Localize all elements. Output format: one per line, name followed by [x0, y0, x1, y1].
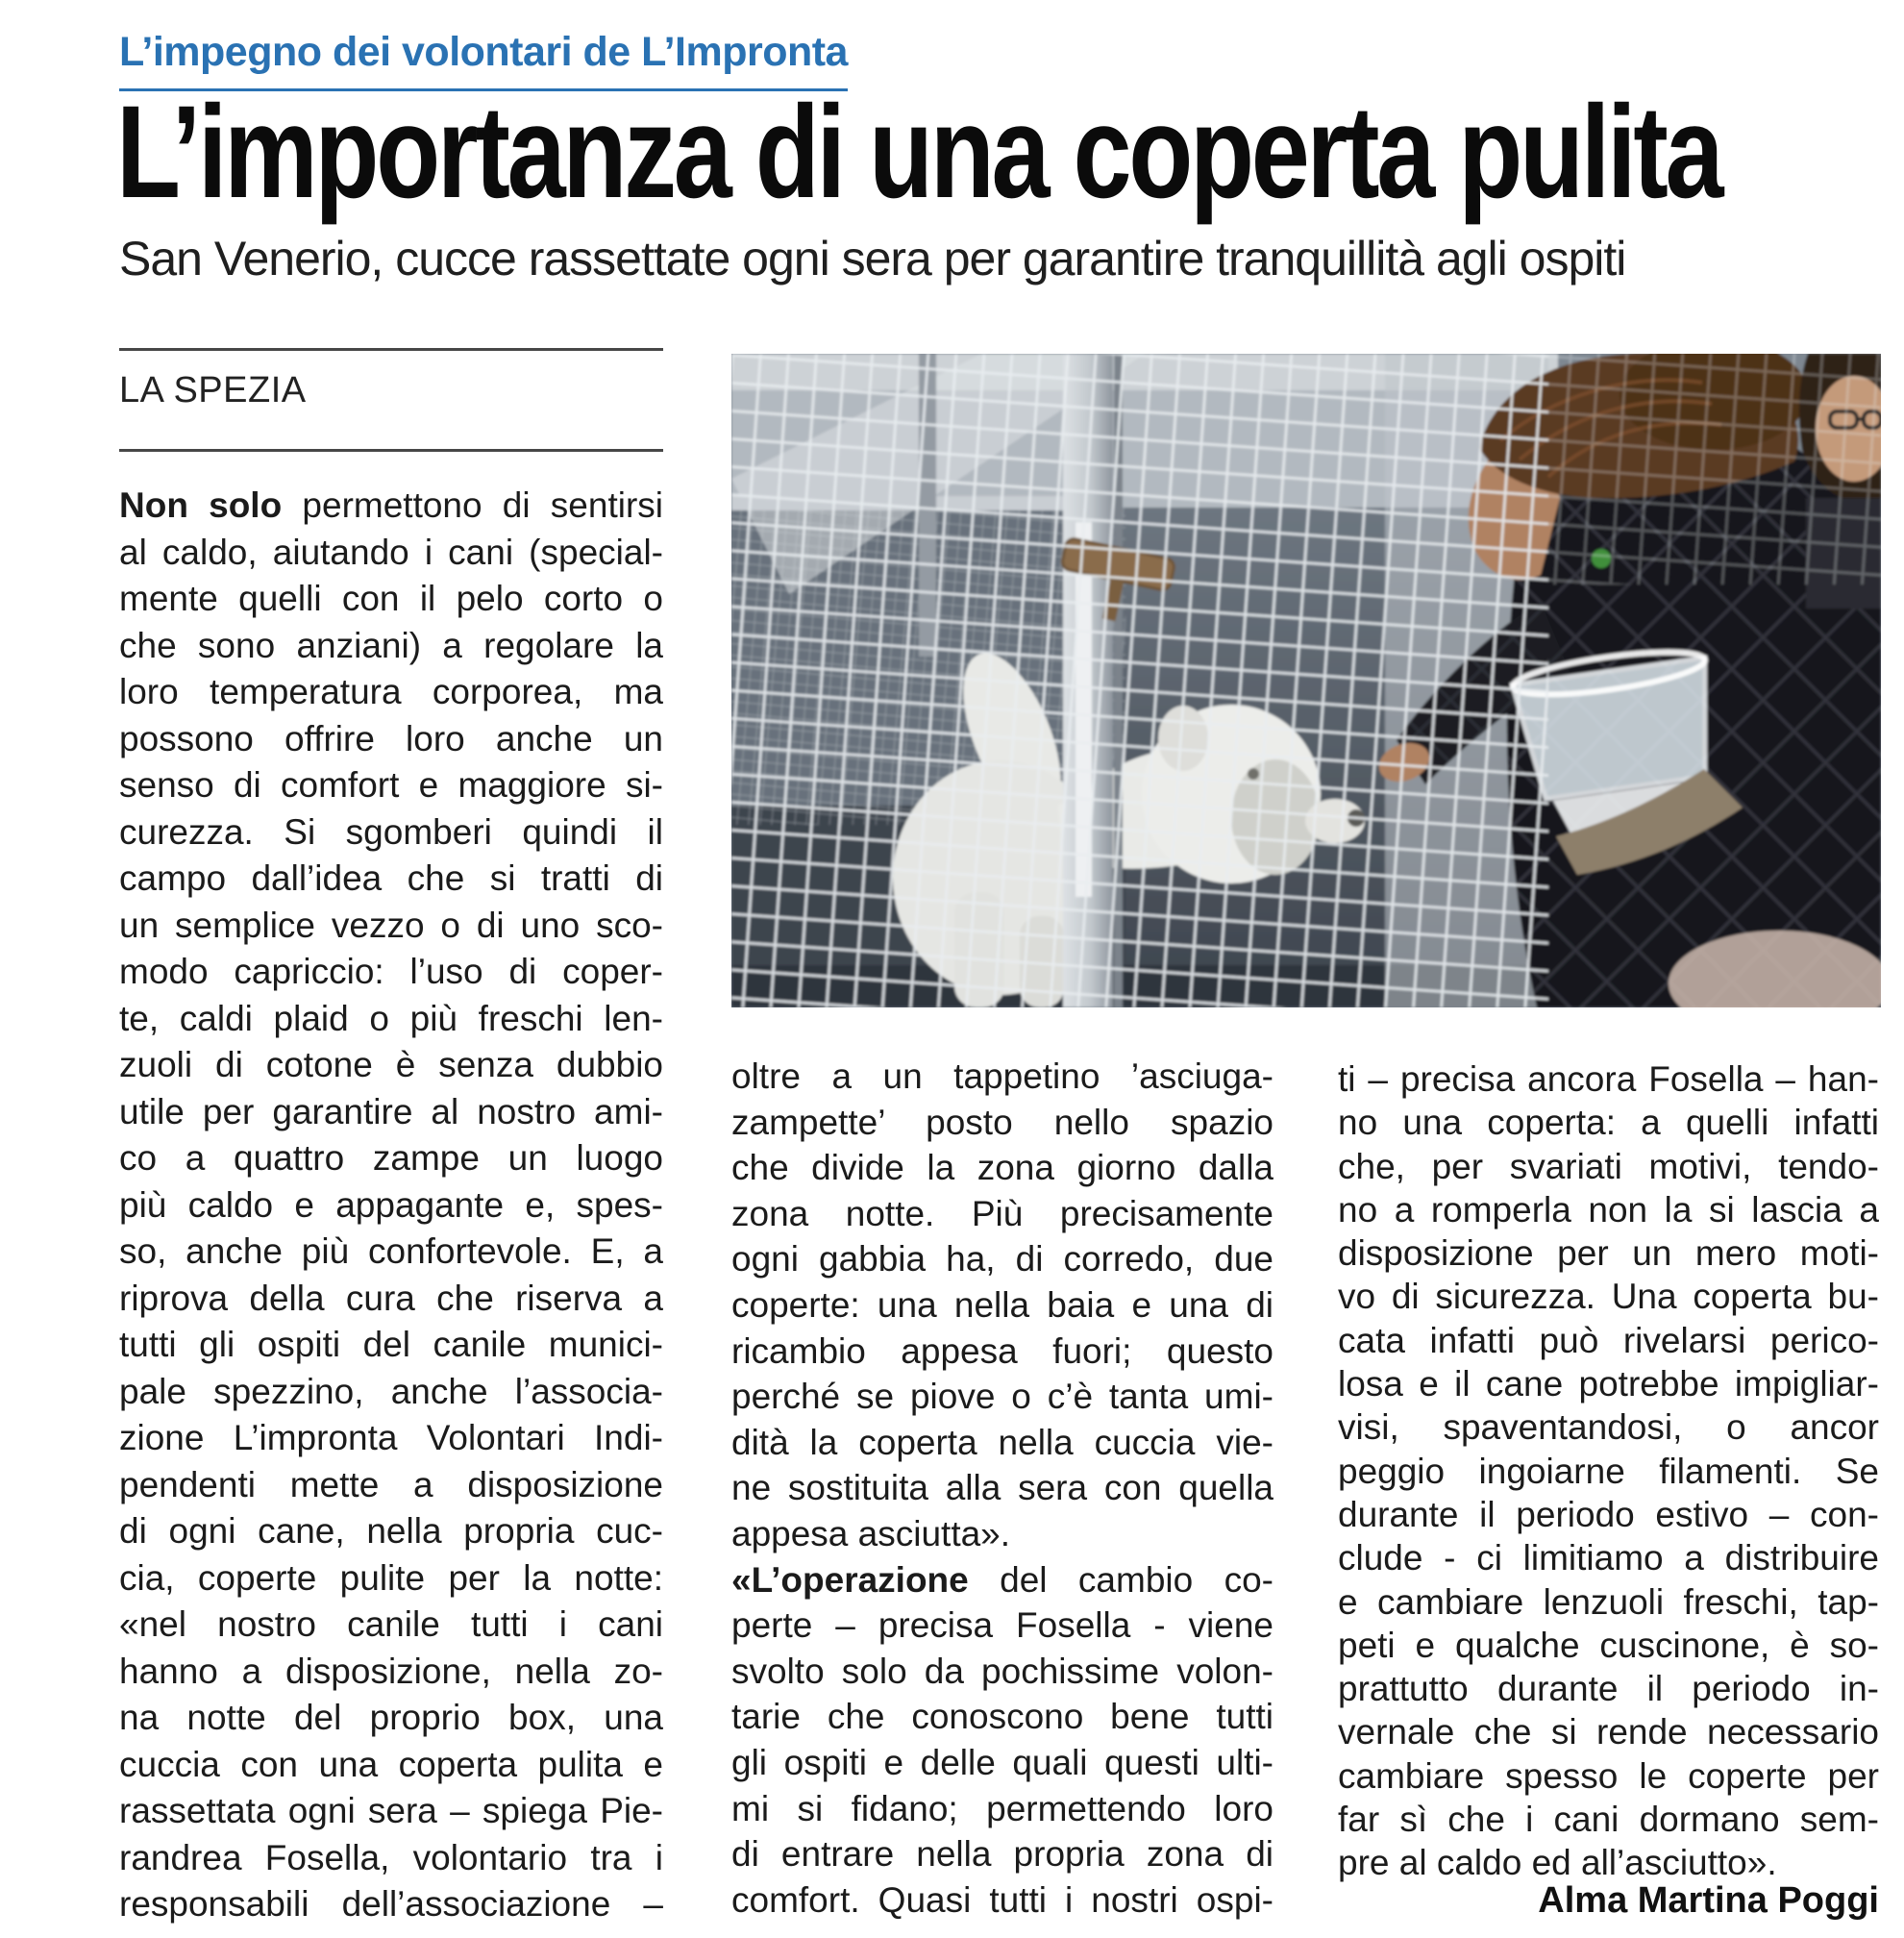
body-line: perché se piove o c’è tanta umi- — [731, 1377, 1273, 1417]
body-line: oltre a un tappetino ’asciuga- — [731, 1056, 1273, 1096]
body-line: na notte del proprio box, una — [119, 1698, 663, 1737]
body-line: ogni gabbia ha, di corredo, due — [731, 1239, 1273, 1280]
body-line: che, per svariati motivi, tendo- — [1338, 1146, 1879, 1186]
byline: Alma Martina Poggi — [1538, 1880, 1879, 1921]
body-line: cuccia con una coperta pulita e — [119, 1744, 663, 1784]
body-line: di ogni cane, nella propria cuc- — [119, 1511, 663, 1551]
kicker-link[interactable]: L’impegno dei volontari de L’Impronta — [119, 29, 848, 91]
body-line: modo capriccio: l’uso di coper- — [119, 952, 663, 991]
body-line: campo dall’idea che si tratti di — [119, 858, 663, 898]
body-line: durante il periodo estivo – con- — [1338, 1494, 1879, 1534]
body-line: un semplice vezzo o di uno sco- — [119, 905, 663, 945]
body-line: che divide la zona giorno dalla — [731, 1148, 1273, 1188]
body-line: randrea Fosella, volontario tra i — [119, 1837, 663, 1877]
body-line: co a quattro zampe un luogo — [119, 1138, 663, 1178]
body-line: più caldo e appagante e, spes- — [119, 1184, 663, 1225]
body-line: «L’operazione del cambio co- — [731, 1559, 1273, 1600]
body-line: responsabili dell’associazione – — [119, 1884, 663, 1924]
body-line: utile per garantire al nostro ami- — [119, 1091, 663, 1131]
body-line: loro temperatura corporea, ma — [119, 672, 663, 711]
body-line: vo di sicurezza. Una coperta bu- — [1338, 1277, 1879, 1317]
body-line: «nel nostro canile tutti i cani — [119, 1604, 663, 1644]
headline: L’importanza di una coperta pulita — [116, 79, 1721, 226]
body-line: al caldo, aiutando i cani (special- — [119, 532, 663, 572]
body-line: zione L’impronta Volontari Indi- — [119, 1418, 663, 1457]
body-line: no una coperta: a quelli infatti — [1338, 1103, 1879, 1143]
body-line: vernale che si rende necessario — [1338, 1712, 1879, 1752]
body-line: zona notte. Più precisamente — [731, 1193, 1273, 1233]
body-line: zampette’ posto nello spazio — [731, 1102, 1273, 1142]
body-line: peggio ingoiarne filamenti. Se — [1338, 1451, 1879, 1491]
body-line: zuoli di cotone è senza dubbio — [119, 1045, 663, 1084]
body-line: curezza. Si sgomberi quindi il — [119, 811, 663, 852]
body-line: mi si fidano; permettendo loro — [731, 1788, 1273, 1828]
body-line: senso di comfort e maggiore si- — [119, 765, 663, 805]
body-line: mente quelli con il pelo corto o — [119, 579, 663, 618]
body-line: prattutto durante il periodo in- — [1338, 1669, 1879, 1709]
body-line: riprova della cura che riserva a — [119, 1278, 663, 1318]
body-line: ne sostituita alla sera con quella — [731, 1468, 1273, 1508]
body-line: te, caldi plaid o più freschi len- — [119, 998, 663, 1038]
body-line: ti – precisa ancora Fosella – han- — [1338, 1059, 1879, 1099]
body-line: coperte: una nella baia e una di — [731, 1284, 1273, 1325]
body-line: disposizione per un mero moti- — [1338, 1233, 1879, 1274]
body-line: clude - ci limitiamo a distribuire — [1338, 1538, 1879, 1578]
body-line: pendenti mette a disposizione — [119, 1464, 663, 1504]
body-column-middle — [731, 1054, 1273, 1923]
body-line: cia, coperte pulite per la notte: — [119, 1557, 663, 1598]
article-photo — [731, 354, 1881, 1007]
body-line: pre al caldo ed all’asciutto». — [1338, 1843, 1777, 1883]
body-line: svolto solo da pochissime volon- — [731, 1651, 1273, 1691]
body-line: dità la coperta nella cuccia vie- — [731, 1422, 1273, 1462]
body-line: di entrare nella propria zona di — [731, 1834, 1273, 1875]
body-line: che sono anziani) a regolare la — [119, 625, 663, 665]
body-line: losa e il cane potrebbe impigliar- — [1338, 1364, 1879, 1404]
body-line: no a romperla non la si lascia a — [1338, 1189, 1879, 1230]
body-line: visi, spaventandosi, o ancor — [1338, 1407, 1879, 1448]
body-line: gli ospiti e delle quali questi ulti- — [731, 1742, 1273, 1782]
body-line: possono offrire loro anche un — [119, 718, 663, 758]
body-line: tutti gli ospiti del canile munici- — [119, 1325, 663, 1364]
body-line: appesa asciutta». — [731, 1513, 1011, 1553]
section-rule-top — [119, 348, 663, 351]
body-line: so, anche più confortevole. E, a — [119, 1231, 663, 1271]
body-line: tarie che conoscono bene tutti — [731, 1697, 1273, 1737]
body-column-right — [1338, 1057, 1879, 1885]
body-line: perte – precisa Fosella - viene — [731, 1605, 1273, 1646]
body-line: Non solo permettono di sentirsi — [119, 485, 663, 525]
body-line: e cambiare lenzuoli freschi, tap- — [1338, 1581, 1879, 1622]
kennel-photo-illustration — [731, 354, 1881, 1007]
body-line: ricambio appesa fuori; questo — [731, 1330, 1273, 1371]
body-line: comfort. Quasi tutti i nostri ospi- — [731, 1879, 1273, 1920]
body-line: peti e qualche cuscinone, è so- — [1338, 1625, 1879, 1665]
cage-mesh — [731, 354, 1548, 1007]
section-rule-bottom — [119, 449, 663, 452]
section-label: LA SPEZIA — [119, 370, 307, 410]
subhead: San Venerio, cucce rassettate ogni sera per garantire tranquillità agli ospiti — [119, 232, 1626, 286]
body-column-left — [119, 483, 663, 1928]
body-line: cambiare spesso le coperte per — [1338, 1755, 1879, 1796]
body-line: rassettata ogni sera – spiega Pie- — [119, 1791, 663, 1830]
body-line: hanno a disposizione, nella zo- — [119, 1651, 663, 1691]
body-line: cata infatti può rivelarsi perico- — [1338, 1320, 1879, 1360]
body-line: pale spezzino, anche l’associa- — [119, 1371, 663, 1411]
body-line: far sì che i cani dormano sem- — [1338, 1800, 1879, 1840]
